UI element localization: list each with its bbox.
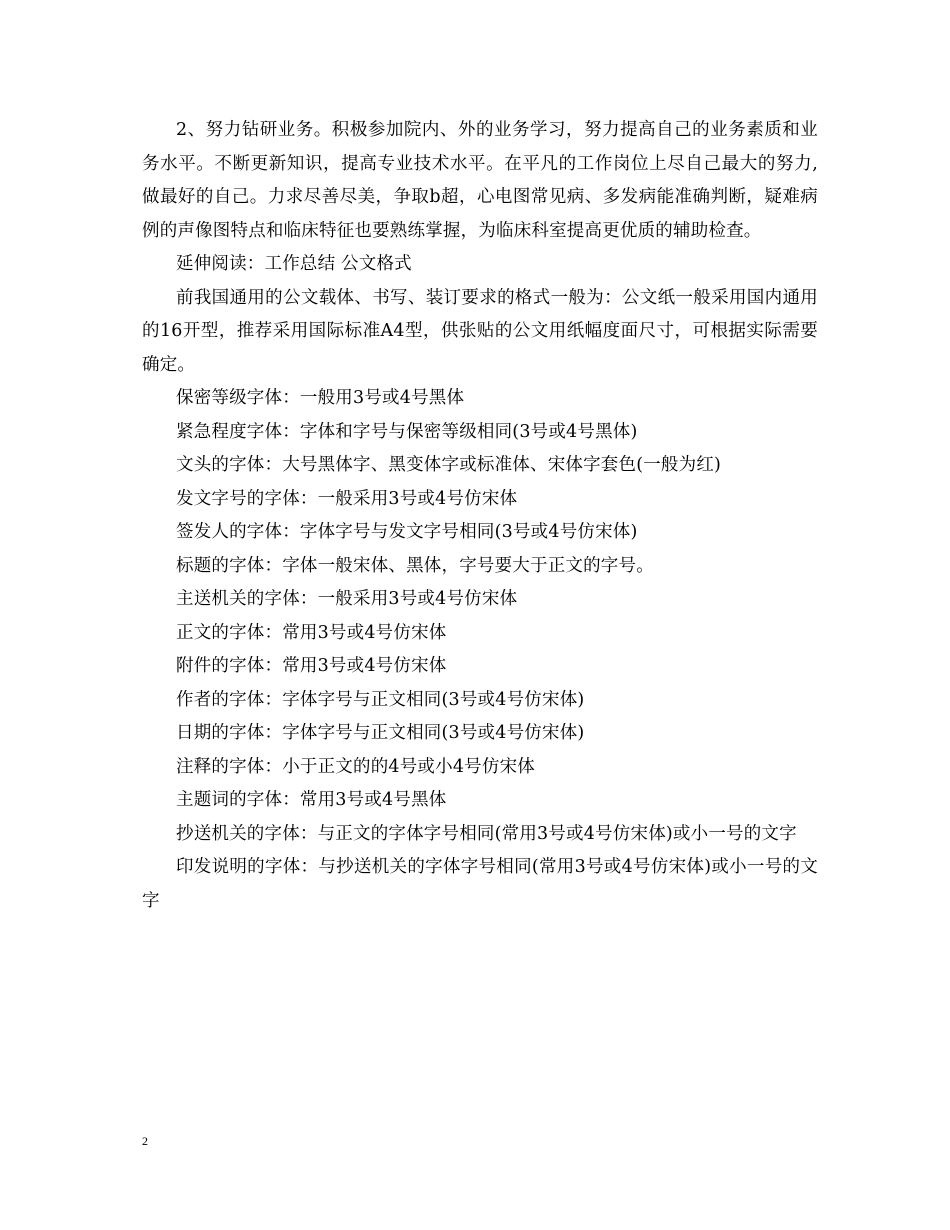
paragraph-recipient-font: 主送机关的字体：一般采用3号或4号仿宋体	[176, 589, 518, 609]
paragraph-attachment-font: 附件的字体：常用3号或4号仿宋体	[176, 656, 447, 676]
paragraph-cc-font: 抄送机关的字体：与正文的字体字号相同(常用3号或4号仿宋体)或小一号的文字	[176, 823, 797, 844]
paragraph-subject-font: 主题词的字体：常用3号或4号黑体	[176, 790, 447, 810]
paragraph-urgency-font: 紧急程度字体：字体和字号与保密等级相同(3号或4号黑体)	[176, 421, 638, 442]
paragraph-print-note-font: 印发说明的字体：与抄送机关的字体字号相同(常用3号或4号仿宋体)或小一号的文字	[142, 857, 818, 911]
page-number: 2	[142, 1134, 148, 1148]
paragraph-work-effort: 2、努力钻研业务。积极参加院内、外的业务学习，努力提高自己的业务素质和业务水平。不断更新知识，提高专业技术水平。在平凡的工作岗位上尽自己最大的努力,做最好的自己。力求尽善尽美，争取b超，心电图常见病、多发病能准确判断，疑难病例的声像图特点和临床特征也要熟练掌握，为临床科室提高更优质的辅助检查。	[142, 120, 818, 241]
paragraph-signer-font: 签发人的字体：字体字号与发文字号相同(3号或4号仿宋体)	[176, 522, 638, 542]
document-body	[142, 114, 818, 918]
paragraph-doc-number-font: 发文字号的字体：一般采用3号或4号仿宋体	[176, 488, 518, 509]
paragraph-date-font: 日期的字体：字体字号与正文相同(3号或4号仿宋体)	[176, 723, 585, 743]
paragraph-document-format: 前我国通用的公文载体、书写、装订要求的格式一般为：公文纸一般采用国内通用的16开型，推荐采用国际标准A4型，供张贴的公文用纸幅度面尺寸，可根据实际需要确定。	[142, 287, 818, 375]
paragraph-extended-reading: 延伸阅读：工作总结 公文格式	[176, 254, 412, 274]
paragraph-secrecy-font: 保密等级字体：一般用3号或4号黑体	[176, 388, 465, 408]
paragraph-annotation-font: 注释的字体：小于正文的的4号或小4号仿宋体	[176, 756, 535, 777]
paragraph-title-font: 标题的字体：字体一般宋体、黑体，字号要大于正文的字号。	[176, 555, 654, 576]
paragraph-author-font: 作者的字体：字体字号与正文相同(3号或4号仿宋体)	[176, 689, 585, 710]
paragraph-body-font: 正文的字体：常用3号或4号仿宋体	[176, 622, 447, 643]
paragraph-header-font: 文头的字体：大号黑体字、黑变体字或标准体、宋体字套色(一般为红)	[176, 455, 722, 475]
